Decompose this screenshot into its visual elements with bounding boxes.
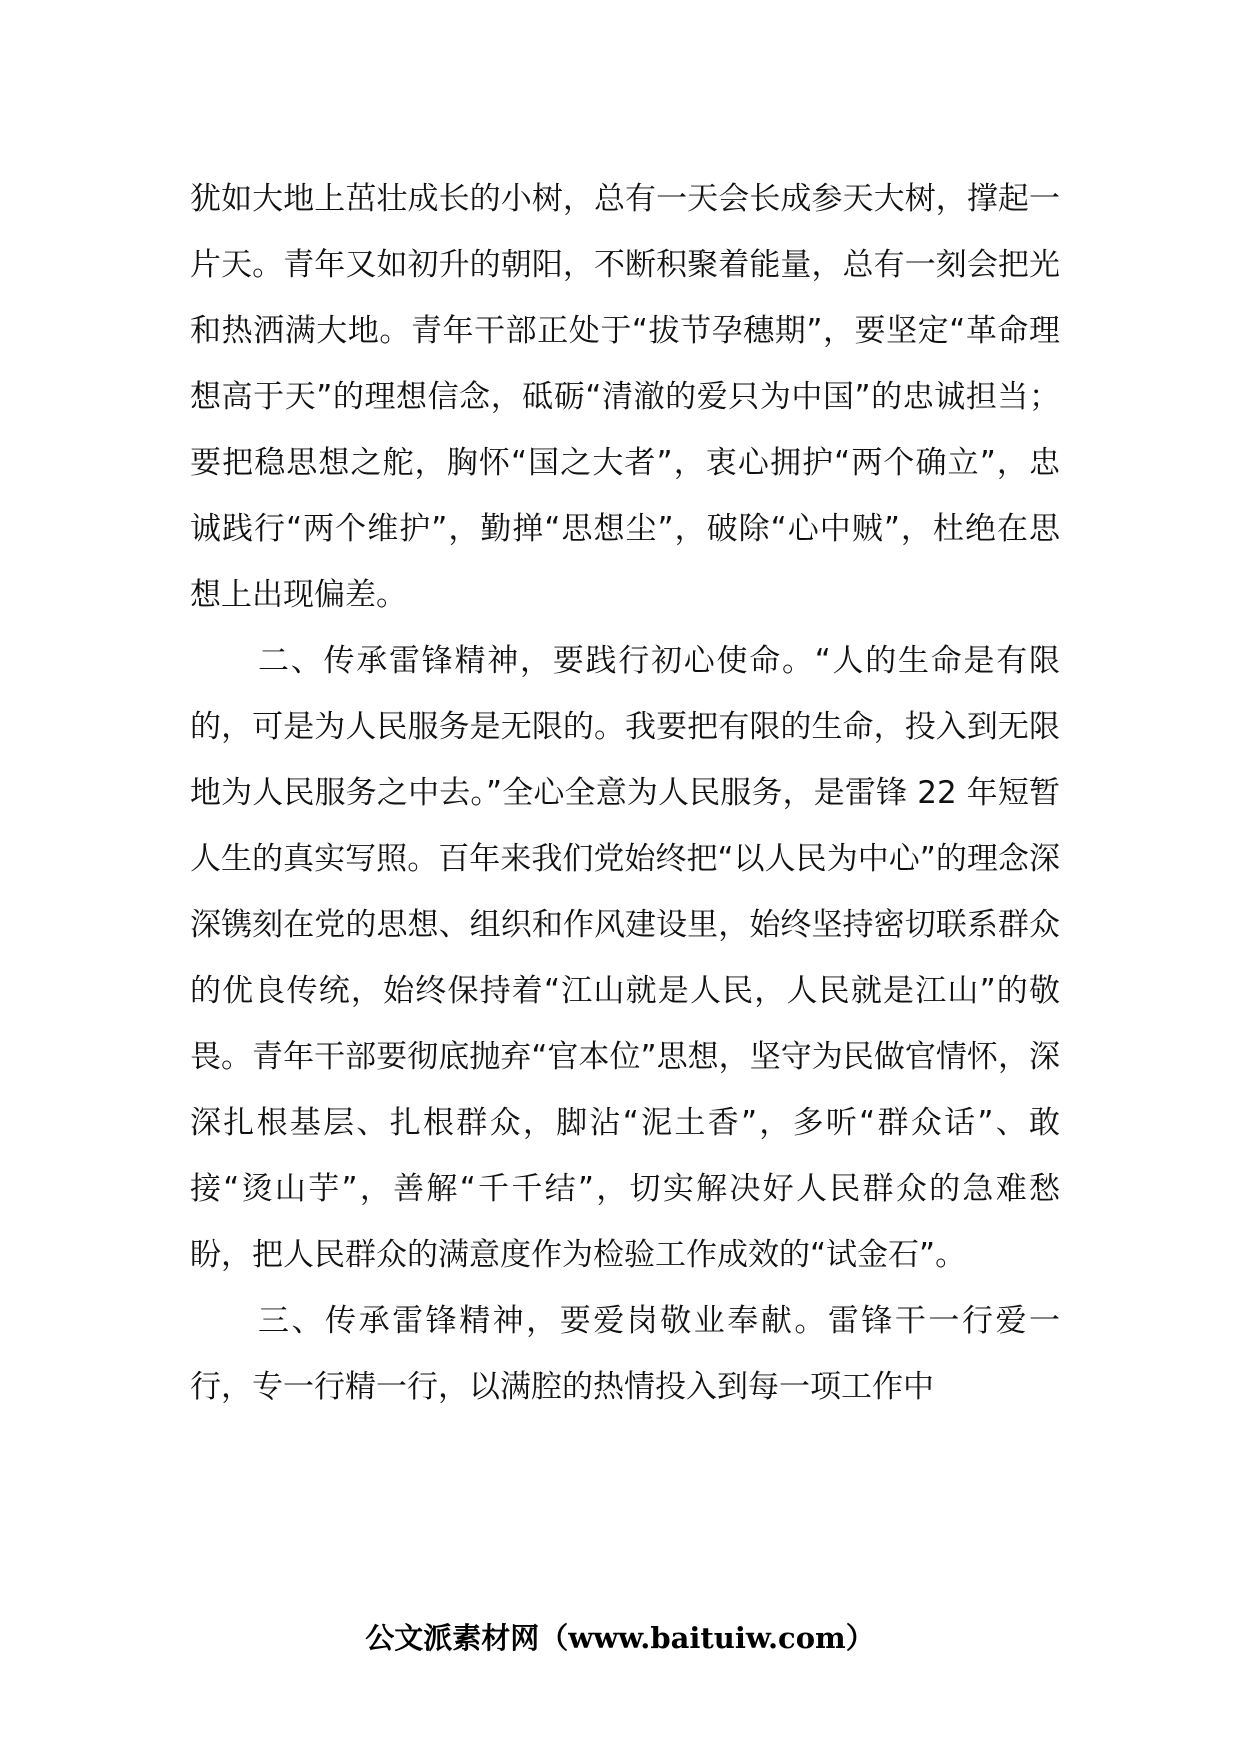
paragraph-continuation: 犹如大地上茁壮成长的小树，总有一天会长成参天大树，撑起一片天。青年又如初升的朝阳，不断积聚着能量，总有一刻会把光和热洒满大地。青年干部正处于“拔节孕穗期”，要坚定“革命理想高于天”的理想信念，砥砺“清澈的爱只为中国”的忠诚担当；要把稳思想之舵，胸怀“国之大者”，衷心拥护“两个确立”，忠诚践行“两个维护”，勤掸“思想尘”，破除“心中贼”，杜绝在思想上出现偏差。	[190, 181, 1060, 613]
paragraph-section-two: 二、传承雷锋精神，要践行初心使命。“人的生命是有限的，可是为人民服务是无限的。我要把有限的生命，投入到无限地为人民服务之中去。”全心全意为人民服务，是雷锋 22 年短暂人生的真实写照。百年来我们党始终把“以人民为中心”的理念深深镌刻在党的思想、组织和作风建设里，始终坚持密切联系群众的优良传统，始终保持着“江山就是人民，人民就是江山”的敬畏。青年干部要彻底抛弃“官本位”思想，坚守为民做官情怀，深深扎根基层、扎根群众，脚沾“泥土香”，多听“群众话”、敢接“烫山芋”，善解“千千结”，切实解决好人民群众的急难愁盼，把人民群众的满意度作为检验工作成效的“试金石”。	[190, 643, 1060, 1273]
footer-watermark: 公文派素材网（www.baituiw.com）	[365, 1621, 875, 1655]
document-body	[190, 166, 1060, 1420]
paragraph-section-three: 三、传承雷锋精神，要爱岗敬业奉献。雷锋干一行爱一行，专一行精一行，以满腔的热情投入到每一项工作中	[190, 1303, 1060, 1405]
